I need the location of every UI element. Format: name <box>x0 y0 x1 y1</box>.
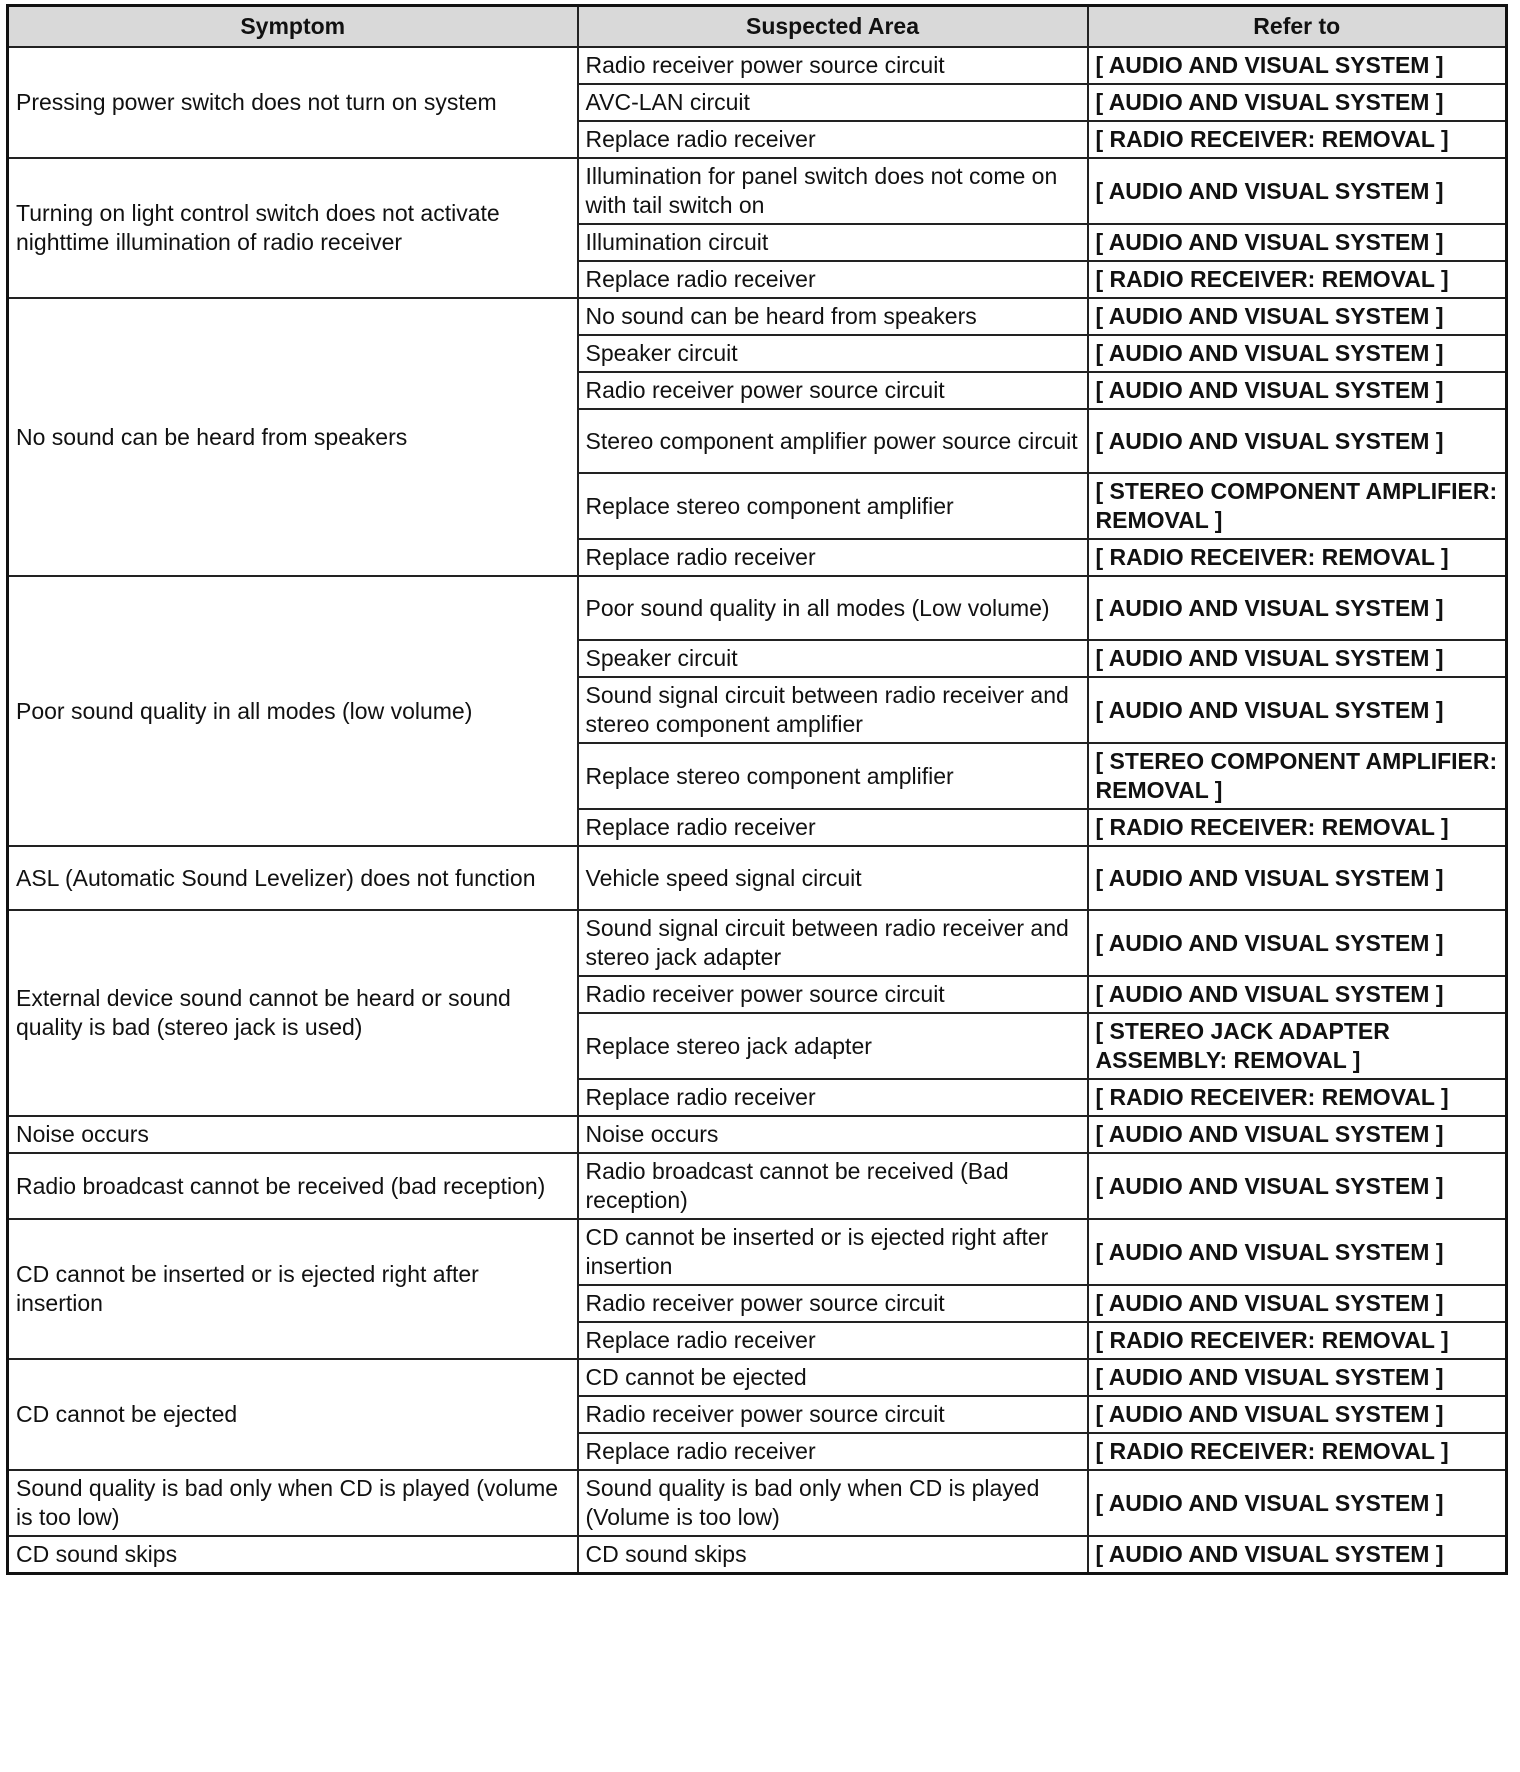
symptom-cell: Poor sound quality in all modes (low volume) <box>8 576 578 846</box>
refer-to-link[interactable]: [ AUDIO AND VISUAL SYSTEM ] <box>1088 576 1507 640</box>
suspected-area-cell: Poor sound quality in all modes (Low volume) <box>578 576 1088 640</box>
table-row <box>8 298 1507 335</box>
refer-to-link[interactable]: [ AUDIO AND VISUAL SYSTEM ] <box>1088 1219 1507 1285</box>
refer-to-link[interactable]: [ AUDIO AND VISUAL SYSTEM ] <box>1088 409 1507 473</box>
table-row <box>8 576 1507 640</box>
symptom-table <box>6 4 1508 1575</box>
suspected-area-cell: Radio receiver power source circuit <box>578 372 1088 409</box>
suspected-area-cell: Replace radio receiver <box>578 121 1088 158</box>
refer-to-link[interactable]: [ AUDIO AND VISUAL SYSTEM ] <box>1088 1470 1507 1536</box>
symptom-cell: Radio broadcast cannot be received (bad reception) <box>8 1153 578 1219</box>
suspected-area-cell: Noise occurs <box>578 1116 1088 1153</box>
suspected-area-cell: AVC-LAN circuit <box>578 84 1088 121</box>
table-row <box>8 1219 1507 1285</box>
refer-to-link[interactable]: [ AUDIO AND VISUAL SYSTEM ] <box>1088 1359 1507 1396</box>
refer-to-link[interactable]: [ AUDIO AND VISUAL SYSTEM ] <box>1088 1285 1507 1322</box>
table-row <box>8 1536 1507 1574</box>
symptom-cell: CD sound skips <box>8 1536 578 1574</box>
refer-to-link[interactable]: [ AUDIO AND VISUAL SYSTEM ] <box>1088 910 1507 976</box>
document-page <box>6 4 1505 1575</box>
refer-to-link[interactable]: [ AUDIO AND VISUAL SYSTEM ] <box>1088 372 1507 409</box>
refer-to-link[interactable]: [ AUDIO AND VISUAL SYSTEM ] <box>1088 1116 1507 1153</box>
refer-to-link[interactable]: [ AUDIO AND VISUAL SYSTEM ] <box>1088 677 1507 743</box>
refer-to-link[interactable]: [ AUDIO AND VISUAL SYSTEM ] <box>1088 976 1507 1013</box>
refer-to-link[interactable]: [ STEREO COMPONENT AMPLIFIER: REMOVAL ] <box>1088 743 1507 809</box>
suspected-area-cell: Radio receiver power source circuit <box>578 47 1088 84</box>
suspected-area-cell: Speaker circuit <box>578 640 1088 677</box>
suspected-area-cell: Replace radio receiver <box>578 261 1088 298</box>
symptom-cell: Turning on light control switch does not activate nighttime illumination of radio receiver <box>8 158 578 298</box>
symptom-cell: Sound quality is bad only when CD is played (volume is too low) <box>8 1470 578 1536</box>
symptom-cell: External device sound cannot be heard or sound quality is bad (stereo jack is used) <box>8 910 578 1116</box>
suspected-area-cell: Stereo component amplifier power source circuit <box>578 409 1088 473</box>
header-row <box>8 6 1507 48</box>
suspected-area-cell: CD cannot be ejected <box>578 1359 1088 1396</box>
table-row <box>8 1153 1507 1219</box>
suspected-area-cell: Replace radio receiver <box>578 1433 1088 1470</box>
symptom-cell: Pressing power switch does not turn on system <box>8 47 578 158</box>
suspected-area-cell: Vehicle speed signal circuit <box>578 846 1088 910</box>
suspected-area-cell: Sound signal circuit between radio receiver and stereo component amplifier <box>578 677 1088 743</box>
refer-to-link[interactable]: [ AUDIO AND VISUAL SYSTEM ] <box>1088 47 1507 84</box>
refer-to-link[interactable]: [ AUDIO AND VISUAL SYSTEM ] <box>1088 84 1507 121</box>
header-suspected-area: Suspected Area <box>578 6 1088 48</box>
refer-to-link[interactable]: [ AUDIO AND VISUAL SYSTEM ] <box>1088 1536 1507 1574</box>
header-refer-to: Refer to <box>1088 6 1507 48</box>
symptom-cell: ASL (Automatic Sound Levelizer) does not function <box>8 846 578 910</box>
refer-to-link[interactable]: [ RADIO RECEIVER: REMOVAL ] <box>1088 121 1507 158</box>
table-row <box>8 47 1507 84</box>
suspected-area-cell: Replace radio receiver <box>578 809 1088 846</box>
suspected-area-cell: CD cannot be inserted or is ejected right after insertion <box>578 1219 1088 1285</box>
suspected-area-cell: Speaker circuit <box>578 335 1088 372</box>
symptom-cell: Noise occurs <box>8 1116 578 1153</box>
table-row <box>8 846 1507 910</box>
suspected-area-cell: Illumination circuit <box>578 224 1088 261</box>
suspected-area-cell: Radio receiver power source circuit <box>578 1396 1088 1433</box>
suspected-area-cell: Replace stereo component amplifier <box>578 473 1088 539</box>
refer-to-link[interactable]: [ RADIO RECEIVER: REMOVAL ] <box>1088 261 1507 298</box>
table-row <box>8 910 1507 976</box>
table-row <box>8 1470 1507 1536</box>
suspected-area-cell: Replace stereo jack adapter <box>578 1013 1088 1079</box>
suspected-area-cell: No sound can be heard from speakers <box>578 298 1088 335</box>
symptom-cell: No sound can be heard from speakers <box>8 298 578 576</box>
suspected-area-cell: Radio receiver power source circuit <box>578 1285 1088 1322</box>
refer-to-link[interactable]: [ AUDIO AND VISUAL SYSTEM ] <box>1088 298 1507 335</box>
symptom-cell: CD cannot be inserted or is ejected right after insertion <box>8 1219 578 1359</box>
header-symptom: Symptom <box>8 6 578 48</box>
suspected-area-cell: Illumination for panel switch does not come on with tail switch on <box>578 158 1088 224</box>
table-header <box>8 6 1507 48</box>
refer-to-link[interactable]: [ RADIO RECEIVER: REMOVAL ] <box>1088 1433 1507 1470</box>
suspected-area-cell: Radio broadcast cannot be received (Bad reception) <box>578 1153 1088 1219</box>
suspected-area-cell: Replace stereo component amplifier <box>578 743 1088 809</box>
suspected-area-cell: Sound signal circuit between radio receiver and stereo jack adapter <box>578 910 1088 976</box>
refer-to-link[interactable]: [ RADIO RECEIVER: REMOVAL ] <box>1088 539 1507 576</box>
refer-to-link[interactable]: [ AUDIO AND VISUAL SYSTEM ] <box>1088 335 1507 372</box>
refer-to-link[interactable]: [ RADIO RECEIVER: REMOVAL ] <box>1088 809 1507 846</box>
refer-to-link[interactable]: [ STEREO COMPONENT AMPLIFIER: REMOVAL ] <box>1088 473 1507 539</box>
table-row <box>8 158 1507 224</box>
table-row <box>8 1116 1507 1153</box>
refer-to-link[interactable]: [ AUDIO AND VISUAL SYSTEM ] <box>1088 224 1507 261</box>
suspected-area-cell: Replace radio receiver <box>578 1322 1088 1359</box>
symptom-cell: CD cannot be ejected <box>8 1359 578 1470</box>
refer-to-link[interactable]: [ AUDIO AND VISUAL SYSTEM ] <box>1088 1153 1507 1219</box>
refer-to-link[interactable]: [ AUDIO AND VISUAL SYSTEM ] <box>1088 640 1507 677</box>
refer-to-link[interactable]: [ AUDIO AND VISUAL SYSTEM ] <box>1088 1396 1507 1433</box>
suspected-area-cell: Replace radio receiver <box>578 539 1088 576</box>
table-row <box>8 1359 1507 1396</box>
refer-to-link[interactable]: [ RADIO RECEIVER: REMOVAL ] <box>1088 1079 1507 1116</box>
refer-to-link[interactable]: [ STEREO JACK ADAPTER ASSEMBLY: REMOVAL ] <box>1088 1013 1507 1079</box>
suspected-area-cell: Sound quality is bad only when CD is played (Volume is too low) <box>578 1470 1088 1536</box>
refer-to-link[interactable]: [ AUDIO AND VISUAL SYSTEM ] <box>1088 846 1507 910</box>
suspected-area-cell: CD sound skips <box>578 1536 1088 1574</box>
refer-to-link[interactable]: [ AUDIO AND VISUAL SYSTEM ] <box>1088 158 1507 224</box>
suspected-area-cell: Radio receiver power source circuit <box>578 976 1088 1013</box>
suspected-area-cell: Replace radio receiver <box>578 1079 1088 1116</box>
table-body <box>8 47 1507 1574</box>
refer-to-link[interactable]: [ RADIO RECEIVER: REMOVAL ] <box>1088 1322 1507 1359</box>
